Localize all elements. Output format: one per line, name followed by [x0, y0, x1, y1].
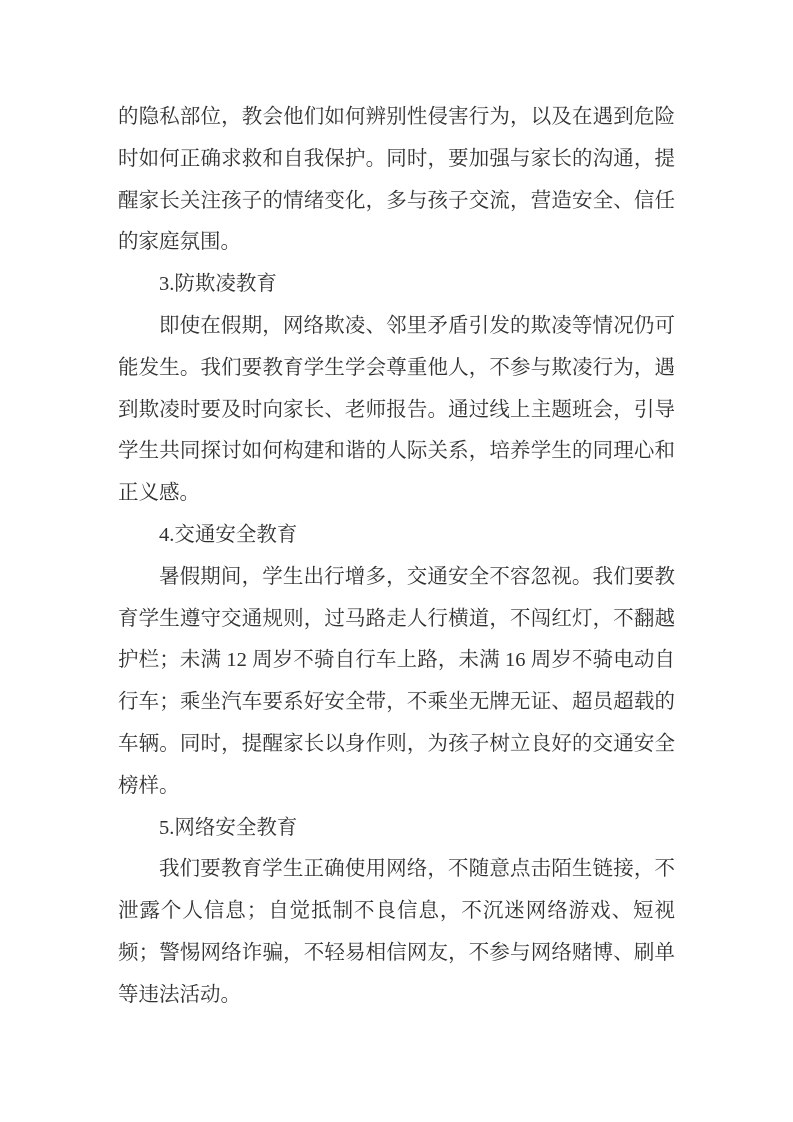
heading-traffic-safety-education: 4.交通安全教育 [159, 523, 298, 546]
paragraph-anti-bullying-education: 即使在假期，网络欺凌、邻里矛盾引发的欺凌等情况仍可能发生。我们要教育学生学会尊重他人，不参与欺凌行为，遇到欺凌时要及时向家长、老师报告。通过线上主题班会，引导学生共同探讨如何构建和谐的人际关系，培养学生的同理心和正义感。 [118, 314, 675, 505]
paragraph-sexual-abuse-prevention-continuation: 的隐私部位，教会他们如何辨别性侵害行为，以及在遇到危险时如何正确求救和自我保护。同时，要加强与家长的沟通，提醒家长关注孩子的情绪变化，多与孩子交流，营造安全、信任的家庭氛围。 [118, 106, 675, 254]
heading-network-safety-education: 5.网络安全教育 [159, 816, 298, 839]
paragraph-traffic-safety-education: 暑假期间，学生出行增多，交通安全不容忽视。我们要教育学生遵守交通规则，过马路走人行横道，不闯红灯，不翻越护栏；未满 12 周岁不骑自行车上路，未满 16 周岁不骑电动自行车；乘坐汽车要系好安全带，不乘坐无牌无证、超员超载的车辆。同时，提醒家长以身作则，为孩子树立良好的交通安全榜样。 [118, 565, 675, 797]
heading-anti-bullying-education: 3.防欺凌教育 [159, 273, 277, 296]
paragraph-network-safety-education: 我们要教育学生正确使用网络，不随意点击陌生链接，不泄露个人信息；自觉抵制不良信息，不沉迷网络游戏、短视频；警惕网络诈骗，不轻易相信网友，不参与网络赌博、刷单等违法活动。 [118, 858, 675, 1006]
